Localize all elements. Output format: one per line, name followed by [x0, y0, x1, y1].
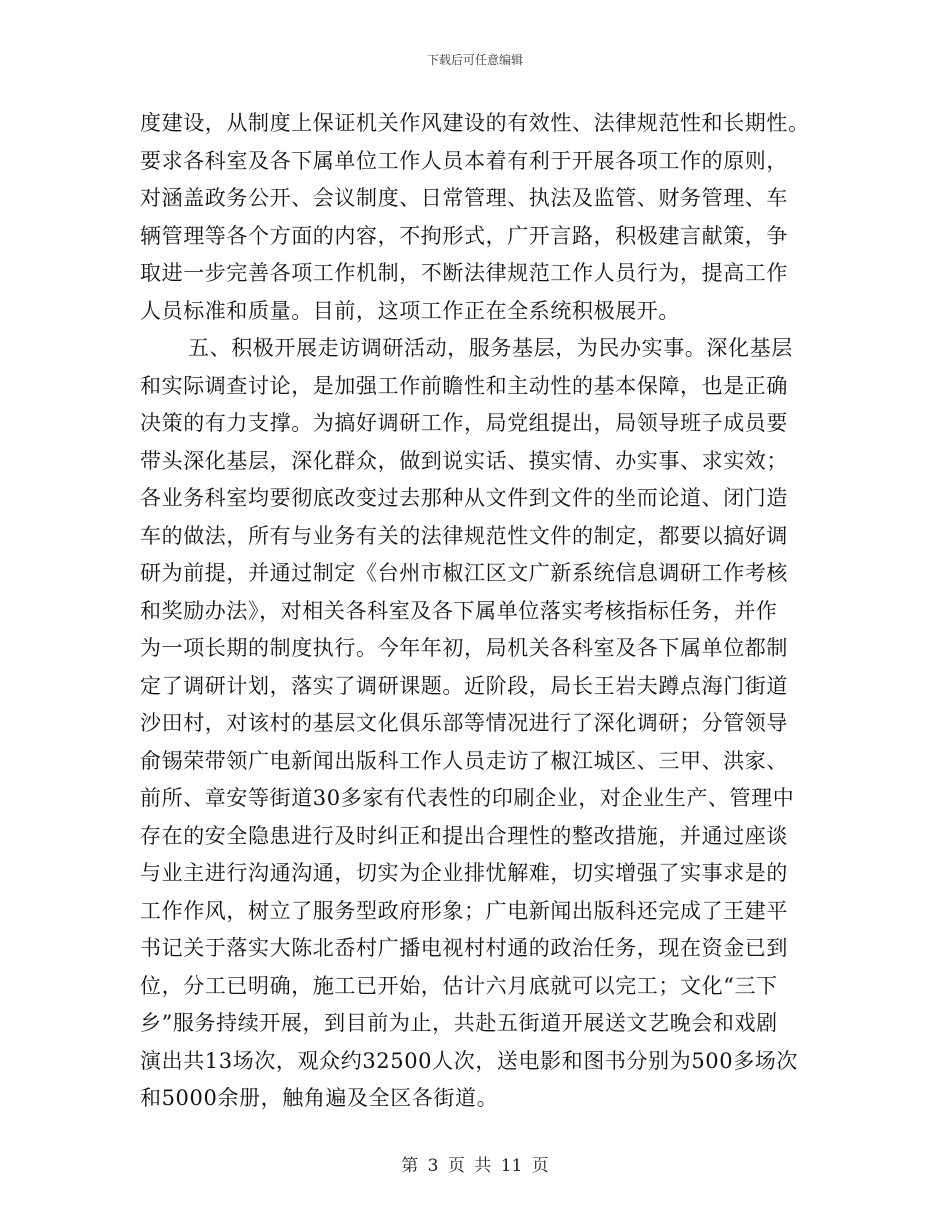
document-body — [140, 105, 820, 1118]
paragraph-start-line: 五、积极开展走访调研活动，服务基层，为民办实事。深化基层 — [188, 336, 793, 360]
text-line: 要求各科室及各下属单位工作人员本着有利于开展各项工作的原则， — [140, 148, 788, 173]
text-line: 对涵盖政务公开、会议制度、日常管理、执法及监管、财务管理、车 — [140, 186, 788, 210]
text-line: 带头深化基层，深化群众，做到说实话、摸实情、办实事、求实效； — [140, 448, 788, 473]
text-line: 沙田村，对该村的基层文化俱乐部等情况进行了深化调研；分管领导 — [140, 711, 788, 735]
text-line: 与业主进行沟通沟通，切实为企业排忧解难，切实增强了实事求是的 — [140, 861, 788, 885]
text-line: 度建设，从制度上保证机关作风建设的有效性、法律规范性和长期性。 — [140, 111, 810, 135]
text-line: 前所、章安等街道30多家有代表性的印刷企业，对企业生产、管理中 — [140, 786, 795, 810]
text-line: 取进一步完善各项工作机制，不断法律规范工作人员行为，提高工作 — [140, 261, 788, 285]
text-line: 辆管理等各个方面的内容，不拘形式，广开言路，积极建言献策，争 — [140, 223, 788, 248]
text-line: 各业务科室均要彻底改变过去那种从文件到文件的坐而论道、闭门造 — [140, 486, 788, 510]
text-line: 书记关于落实大陈北岙村广播电视村村通的政治任务，现在资金已到 — [140, 936, 788, 960]
text-line: 人员标准和质量。目前，这项工作正在全系统积极展开。 — [140, 298, 680, 323]
text-line: 决策的有力支撑。为搞好调研工作，局党组提出，局领导班子成员要 — [140, 411, 788, 435]
text-line: 工作作风，树立了服务型政府形象；广电新闻出版科还完成了王建平 — [140, 898, 788, 923]
page-header: 下载后可任意编辑 — [426, 53, 523, 67]
text-line: 定了调研计划，落实了调研课题。近阶段，局长王岩夫蹲点海门街道 — [140, 673, 788, 698]
text-line: 存在的安全隐患进行及时纠正和提出合理性的整改措施，并通过座谈 — [140, 823, 788, 848]
text-line: 俞锡荣带领广电新闻出版科工作人员走访了椒江城区、三甲、洪家、 — [140, 748, 788, 773]
text-line: 乡”服务持续开展，到目前为止，共赴五街道开展送文艺晚会和戏剧 — [140, 1011, 778, 1035]
text-line: 和5000余册，触角遍及全区各街道。 — [140, 1086, 499, 1110]
page-number-footer: 第 3 页 共 11 页 — [401, 1156, 549, 1176]
text-line: 位，分工已明确，施工已开始，估计六月底就可以完工；文化“三下 — [140, 973, 778, 998]
text-line: 研为前提，并通过制定《台州市椒江区文广新系统信息调研工作考核 — [140, 561, 788, 585]
text-line: 演出共13场次，观众约32500人次，送电影和图书分别为500多场次 — [140, 1048, 799, 1073]
text-line: 车的做法，所有与业务有关的法律规范性文件的制定，都要以搞好调 — [140, 523, 788, 548]
text-line: 和奖励办法》，对相关各科室及各下属单位落实考核指标任务，并作 — [140, 598, 778, 623]
text-line: 为一项长期的制度执行。今年年初，局机关各科室及各下属单位都制 — [140, 636, 788, 660]
text-line: 和实际调查讨论，是加强工作前瞻性和主动性的基本保障，也是正确 — [140, 373, 788, 398]
